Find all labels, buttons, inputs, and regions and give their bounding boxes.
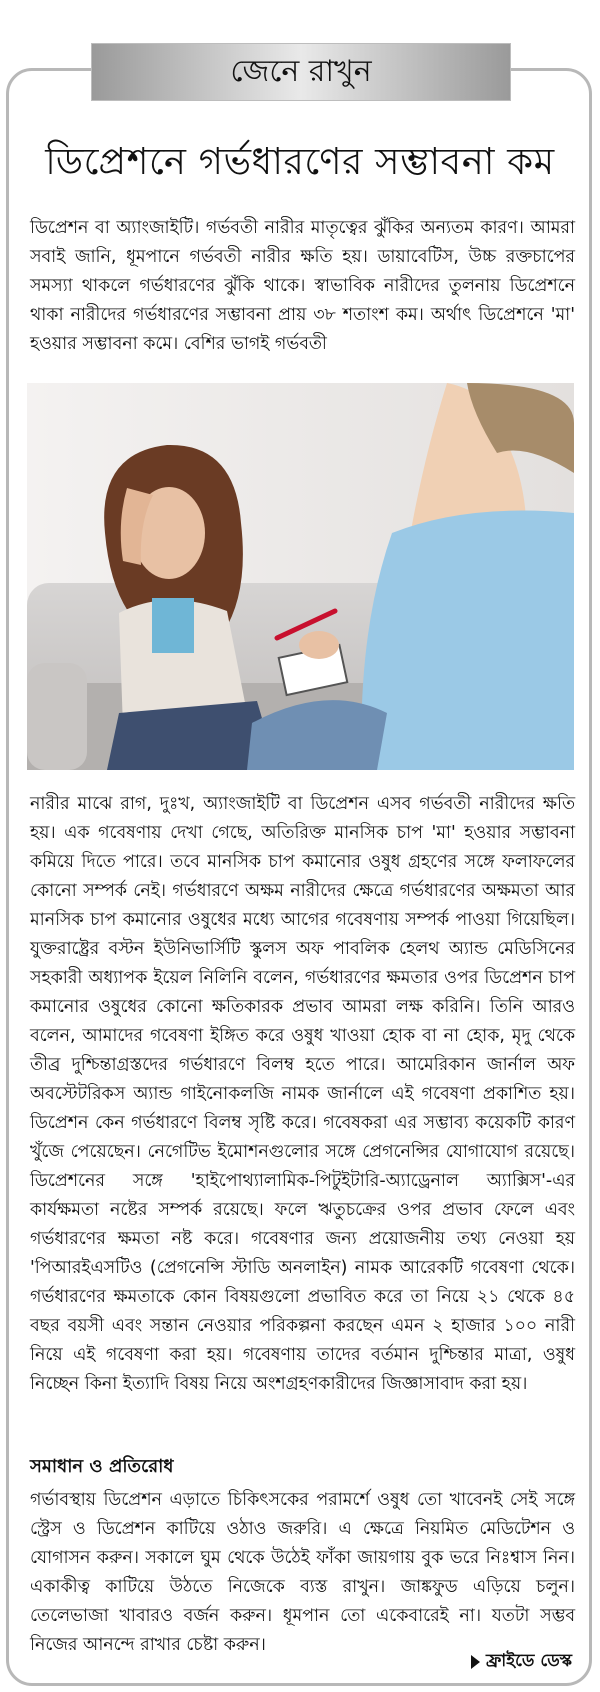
article-paragraph-intro: ডিপ্রেশন বা অ্যাংজাইটি। গর্ভবতী নারীর মাতৃত্বের ঝুঁকির অন্যতম কারণ। আমরা সবাই জানি, ধূমপানে গর্ভবতী নারীর ক্ষতি হয়। ডায়াবেটিস, উচ্চ রক্তচাপের সমস্যা থাকলে গর্ভধারণের ঝুঁকি থাকে। স্বাভাবিক নারীদের তুলনায় ডিপ্রেশনে থাকা নারীদের গর্ভধারণের সম্ভাবনা প্রায় ৩৮ শতাংশ কম। অর্থাৎ ডিপ্রেশনে 'মা' হওয়ার সম্ভাবনা কমে। বেশির ভাগই গর্ভবতী [30, 218, 575, 354]
section-tab [92, 44, 510, 100]
byline-label: ফ্রাইডে ডেস্ক [485, 1651, 572, 1671]
article-paragraph-solution: গর্ভাবস্থায় ডিপ্রেশন এড়াতে চিকিৎসকের পরামর্শে ওষুধ তো খাবেনই সেই সঙ্গে স্ট্রেস ও ডিপ্রেশন কাটিয়ে ওঠাও জরুরি। এ ক্ষেত্রে নিয়মিত মেডিটেশন ও যোগাসন করুন। সকালে ঘুম থেকে উঠেই ফাঁকা জায়গায় বুক ভরে নিঃশ্বাস নিন। একাকীত্ব কাটিয়ে উঠতে নিজেকে ব্যস্ত রাখুন। জাঙ্কফুড এড়িয়ে চলুন। তেলেভাজা খাবারও বর্জন করুন। ধূমপান তো একেবারেই না। যতটা সম্ভব নিজের আনন্দে রাখার চেষ্টা করুন। [30, 1490, 575, 1655]
article-paragraph-body: নারীর মাঝে রাগ, দুঃখ, অ্যাংজাইটি বা ডিপ্রেশন এসব গর্ভবতী নারীদের ক্ষতি হয়। এক গবেষণায় দেখা গেছে, অতিরিক্ত মানসিক চাপ 'মা' হওয়ার সম্ভাবনা কমিয়ে দিতে পারে। তবে মানসিক চাপ কমানোর ওষুধ গ্রহণের সঙ্গে ফলাফলের কোনো সম্পর্ক নেই। গর্ভধারণে অক্ষম নারীদের ক্ষেত্রে গর্ভধারণের অক্ষমতা আর মানসিক চাপ কমানোর ওষুধের মধ্যে আগের গবেষণায় সম্পর্ক পাওয়া গিয়েছিল। যুক্তরাষ্ট্রের বস্টন ইউনিভার্সিটি স্কুলস অফ পাবলিক হেলথ অ্যান্ড মেডিসিনের সহকারী অধ্যাপক ইয়েল নিলিনি বলেন, গর্ভধারণের ক্ষমতার ওপর ডিপ্রেশন চাপ কমানোর ওষুধের কোনো ক্ষতিকারক প্রভাব আমরা লক্ষ করিনি। তিনি আরও বলেন, আমাদের গবেষণা ইঙ্গিত করে ওষুধ খাওয়া হোক বা না হোক, মৃদু থেকে তীব্র দুশ্চিন্তাগ্রস্তদের গর্ভধারণে বিলম্ব হতে পারে। আমেরিকান জার্নাল অফ অবস্টেটরিকস অ্যান্ড গাইনোকলজি নামক জার্নালে এই গবেষণা প্রকাশিত হয়। ডিপ্রেশন কেন গর্ভধারণে বিলম্ব সৃষ্টি করে। গবেষকরা এর সম্ভাব্য কয়েকটি কারণ খুঁজে পেয়েছেন। নেগেটিভ ইমোশনগুলোর সঙ্গে প্রেগনেন্সির যোগাযোগ রয়েছে। ডিপ্রেশনের সঙ্গে 'হাইপোথ্যালামিক-পিটুইটারি-অ্যাড্রেনাল অ্যাক্সিস'-এর কার্যক্ষমতা নষ্টের সম্পর্ক রয়েছে। ফলে ঋতুচক্রের ওপর প্রভাব ফেলে এবং গর্ভধারণের ক্ষমতা নষ্ট করে। গবেষণার জন্য প্রয়োজনীয় তথ্য নেওয়া হয় 'পিআরইএসটিও (প্রেগনেন্সি স্টাডি অনলাইন) নামক আরেকটি গবেষণা থেকে। গর্ভধারণের ক্ষমতাকে কোন বিষয়গুলো প্রভাবিত করে তা নিয়ে ২১ থেকে ৪৫ বছর বয়সী এবং সন্তান নেওয়ার পরিকল্পনা করছেন এমন ২ হাজার ১০০ নারী নিয়ে এই গবেষণা করা হয়। গবেষণায় তাদের বর্তমান দুশ্চিন্তার মাত্রা, ওষুধ নিচ্ছেন কিনা ইত্যাদি বিষয় নিয়ে অংশগ্রহণকারীদের জিজ্ঞাসাবাদ করা হয়। [30, 794, 575, 1394]
play-arrow-icon [471, 1655, 480, 1669]
article-photo [27, 383, 574, 770]
article-headline: ডিপ্রেশনে গর্ভধারণের সম্ভাবনা কম [45, 140, 555, 183]
byline [471, 1648, 572, 1676]
section-tab-label: জেনে রাখুন [230, 53, 372, 89]
section-subheading: সমাধান ও প্রতিরোধ [30, 1456, 174, 1477]
